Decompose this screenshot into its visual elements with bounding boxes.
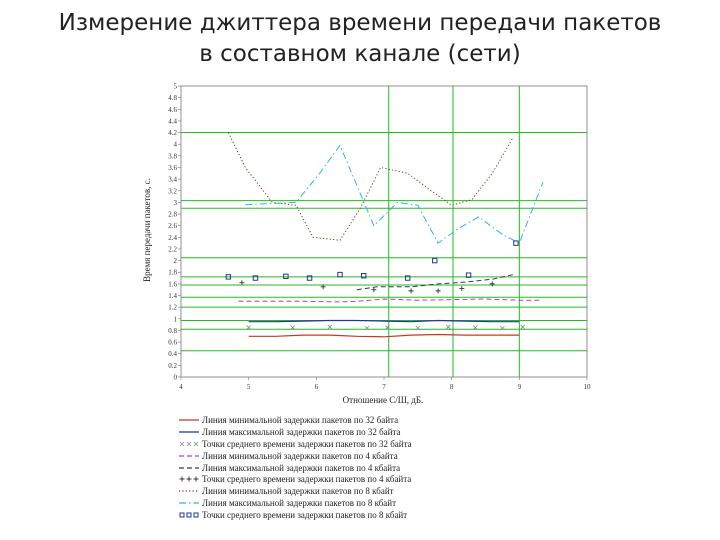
y-axis-label: Время передачи пакетов, с. <box>142 178 152 282</box>
y-tick-label: 4 <box>173 140 177 149</box>
legend-label: Линия минимальной задержки пакетов по 4 кбайта <box>202 450 398 461</box>
plot-frame <box>181 86 587 377</box>
legend-label: Линия максимальной задержки пакетов по 4 кбайта <box>202 462 401 473</box>
legend-label: Линия минимальной задержки пакетов по 8 кбайт <box>202 486 394 497</box>
y-tick-label: 0.2 <box>168 361 177 370</box>
y-tick-label: 2.8 <box>168 210 177 219</box>
legend-entry-0 <box>178 414 498 426</box>
legend-swatch <box>178 474 200 484</box>
y-tick-label: 2.2 <box>168 245 177 254</box>
legend-swatch <box>178 451 200 461</box>
legend-entry-8 <box>178 509 498 521</box>
legend-entry-4 <box>178 462 498 474</box>
y-tick-label: 1.2 <box>168 303 177 312</box>
x-tick-label: 6 <box>314 383 319 391</box>
legend-entry-7 <box>178 497 498 509</box>
x-tick-label: 9 <box>517 383 522 391</box>
title-line-1: Измерение джиттера времени передачи пакетов <box>58 10 662 36</box>
y-tick-label: 2.4 <box>168 233 177 242</box>
legend-swatch <box>178 486 200 496</box>
legend-entry-1 <box>178 426 498 438</box>
y-tick-label: 2.6 <box>168 222 177 231</box>
y-tick-label: 0.4 <box>168 350 177 359</box>
y-tick-label: 1.4 <box>168 292 177 301</box>
y-tick-label: 5 <box>173 82 177 91</box>
legend-label: Точки среднего времени задержки пакетов по 32 байта <box>202 438 412 449</box>
y-tick-label: 0 <box>173 373 177 382</box>
legend-swatch <box>178 510 200 520</box>
x-tick-label: 7 <box>382 383 386 391</box>
legend-entry-2 <box>178 438 498 450</box>
y-tick-label: 3 <box>173 198 177 207</box>
y-tick-label: 4.4 <box>168 117 177 126</box>
legend <box>178 414 498 521</box>
y-tick-label: 4.6 <box>168 105 177 114</box>
legend-swatch <box>178 415 200 425</box>
legend-label: Линия минимальной задержки пакетов по 32 байта <box>202 414 399 425</box>
legend-entry-6 <box>178 485 498 497</box>
legend-entry-3 <box>178 450 498 462</box>
legend-label: Линия максимальной задержки пакетов по 8 кбайт <box>202 498 397 509</box>
x-tick-label: 5 <box>246 383 251 391</box>
y-tick-label: 1 <box>173 315 177 324</box>
y-tick-label: 1.8 <box>168 268 177 277</box>
legend-swatch <box>178 427 200 437</box>
legend-swatch <box>178 463 200 473</box>
x-axis-label: Отношение С/Ш, дБ. <box>342 395 424 405</box>
x-tick-label: 10 <box>583 383 591 391</box>
y-tick-label: 0.6 <box>168 338 177 347</box>
legend-entry-5 <box>178 473 498 485</box>
legend-label: Точки среднего времени задержки пакетов по 8 кбайт <box>202 510 408 521</box>
x-tick-label: 4 <box>179 383 183 391</box>
title-line-2: в составном канале (сети) <box>199 41 521 67</box>
legend-swatch <box>178 498 200 508</box>
legend-label: Точки среднего времени задержки пакетов по 4 кбайта <box>202 474 412 485</box>
legend-swatch <box>178 439 200 449</box>
y-tick-label: 4.8 <box>168 94 177 103</box>
x-tick-label: 8 <box>449 383 454 391</box>
y-tick-label: 0.8 <box>168 326 177 335</box>
legend-label: Линия максимальной задержки пакетов по 32 байта <box>202 426 401 437</box>
y-tick-label: 4.2 <box>168 129 177 138</box>
y-tick-label: 3.6 <box>168 163 177 172</box>
y-tick-label: 3.2 <box>168 187 177 196</box>
y-tick-label: 3.4 <box>168 175 177 184</box>
y-tick-label: 2 <box>173 257 177 266</box>
y-tick-label: 3.8 <box>168 152 177 161</box>
y-tick-label: 1.6 <box>168 280 177 289</box>
